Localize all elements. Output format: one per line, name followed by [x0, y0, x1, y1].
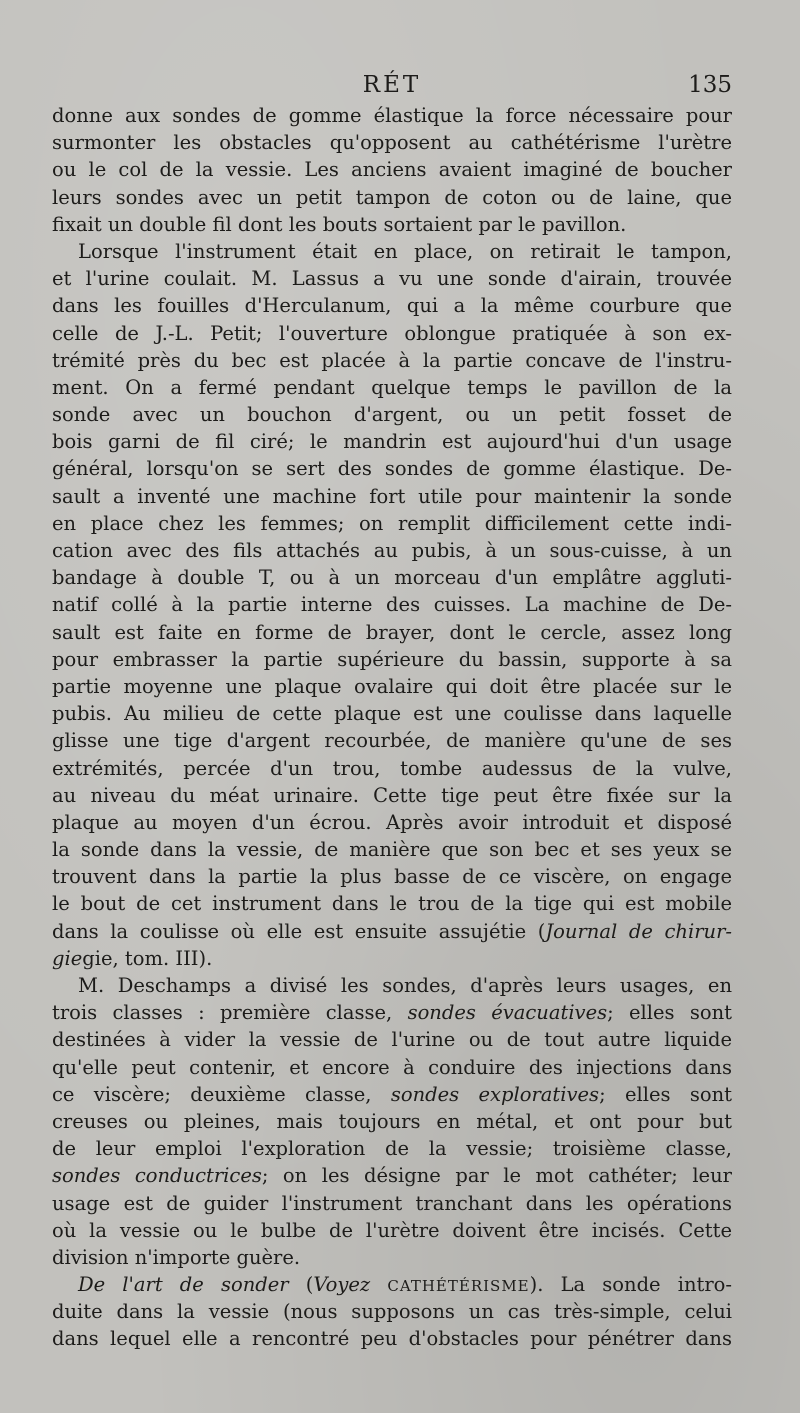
- text-line: où la vessie ou le bulbe de l'urètre doivent être incisés. Cette: [52, 1218, 732, 1242]
- text-line: qu'elle peut contenir, et encore à conduire des injections dans: [52, 1055, 732, 1079]
- text-line: [52, 1271, 732, 1298]
- text-line: usage est de guider l'instrument tranchant dans les opérations: [52, 1191, 732, 1215]
- text-line: M. Deschamps a divisé les sondes, d'après leurs usages, en: [78, 974, 732, 997]
- text-line: extrémités, percée d'un trou, tombe audessus de la vulve,: [52, 756, 732, 780]
- body-text: [52, 102, 732, 1353]
- small-caps-fragment: CATHÉTÉRISME: [387, 1277, 530, 1296]
- text-line: Lorsque l'instrument était en place, on retirait le tampon,: [78, 239, 732, 263]
- text-fragment: ). La sonde intro-: [529, 1273, 732, 1297]
- text-line: fixait un double fil dont les bouts sortaient par le pavillon.: [52, 212, 627, 236]
- text-line: [52, 945, 732, 972]
- text-fragment: ; elles sont: [599, 1082, 732, 1106]
- text-line: la sonde dans la vessie, de manière que son bec et ses yeux se: [52, 838, 732, 862]
- text-line: surmonter les obstacles qu'opposent au cathétérisme l'urètre: [52, 131, 732, 155]
- text-line: destinées à vider la vessie de l'urine ou de tout autre liquide: [52, 1028, 732, 1052]
- text-line: creuses ou pleines, mais toujours en métal, et ont pour but: [52, 1109, 732, 1133]
- text-line: division n'importe guère.: [52, 1245, 301, 1269]
- italic-fragment: gie: [52, 946, 83, 970]
- text-line: pubis. Au milieu de cette plaque est une coulisse dans laquelle: [52, 702, 732, 726]
- text-line: ment. On a fermé pendant quelque temps le pavillon de la: [52, 375, 732, 399]
- italic-fragment: Journal de chirur-: [545, 919, 732, 943]
- text-line: plaque au moyen d'un écrou. Après avoir introduit et disposé: [52, 810, 732, 834]
- text-line: [52, 918, 732, 945]
- text-line: ou le col de la vessie. Les anciens avaient imaginé de boucher: [52, 158, 732, 182]
- text-line: celle de J.-L. Petit; l'ouverture oblongue pratiquée à son ex-: [52, 321, 732, 345]
- italic-fragment: sondes conductrices: [52, 1164, 262, 1188]
- text-line: partie moyenne une plaque ovalaire qui doit être placée sur le: [52, 674, 732, 698]
- text-line: cation avec des fils attachés au pubis, à un sous-cuisse, à un: [52, 539, 732, 562]
- text-line: [52, 999, 732, 1026]
- text-line: bandage à double T, ou à un morceau d'un emplâtre aggluti-: [52, 566, 732, 590]
- text-line: et l'urine coulait. M. Lassus a vu une sonde d'airain, trouvée: [52, 267, 732, 291]
- text-line: le bout de cet instrument dans le trou de la tige qui est mobile: [52, 892, 732, 916]
- italic-fragment: Voyez: [313, 1273, 371, 1297]
- text-line: trémité près du bec est placée à la partie concave de l'instru-: [52, 348, 732, 372]
- page-number: 135: [688, 72, 732, 98]
- text-line: [52, 1081, 732, 1108]
- text-line: bois garni de fil ciré; le mandrin est aujourd'hui d'un usage: [52, 430, 732, 454]
- text-line: donne aux sondes de gomme élastique la force nécessaire pour: [52, 104, 732, 127]
- text-line: sonde avec un bouchon d'argent, ou un petit fosset de: [52, 403, 732, 427]
- running-head: [52, 68, 732, 102]
- running-title: RÉT: [362, 72, 422, 98]
- text-line: en place chez les femmes; on remplit difficilement cette indi-: [52, 511, 732, 535]
- text-line: sault a inventé une machine fort utile pour maintenir la sonde: [52, 484, 732, 508]
- text-fragment: ; on les désigne par le mot cathéter; leur: [261, 1164, 732, 1188]
- text-fragment: (: [305, 1273, 314, 1297]
- text-line: pour embrasser la partie supérieure du bassin, supporte à sa: [52, 647, 732, 671]
- text-line: trouvent dans la partie la plus basse de ce viscère, on engage: [52, 865, 732, 889]
- italic-fragment: De l'art de sonder: [78, 1273, 289, 1297]
- text-line: de leur emploi l'exploration de la vessie; troisième classe,: [52, 1137, 732, 1161]
- text-line: leurs sondes avec un petit tampon de coton ou de laine, que: [52, 185, 732, 209]
- text-line: dans les fouilles d'Herculanum, qui a la même courbure que: [52, 294, 732, 318]
- text-line: duite dans la vessie (nous supposons un cas très-simple, celui: [52, 1300, 732, 1324]
- text-line: dans lequel elle a rencontré peu d'obstacles pour pénétrer dans: [52, 1327, 732, 1351]
- text-fragment: ce viscère; deuxième classe,: [52, 1082, 391, 1106]
- text-line: glisse une tige d'argent recourbée, de manière qu'une de ses: [52, 729, 732, 753]
- italic-fragment: sondes évacuatives: [407, 1001, 608, 1025]
- text-fragment: dans la coulisse où elle est ensuite assujétie (: [52, 919, 546, 943]
- text-line: sault est faite en forme de brayer, dont le cercle, assez long: [52, 620, 732, 644]
- italic-fragment: sondes exploratives: [390, 1082, 600, 1106]
- text-line: au niveau du méat urinaire. Cette tige peut être fixée sur la: [52, 783, 732, 807]
- text-line: général, lorsqu'on se sert des sondes de gomme élastique. De-: [52, 457, 732, 481]
- text-line: natif collé à la partie interne des cuisses. La machine de De-: [52, 593, 732, 617]
- text-fragment: trois classes : première classe,: [52, 1001, 408, 1025]
- text-line: [52, 1162, 732, 1189]
- text-fragment: ; elles sont: [607, 1001, 732, 1025]
- text-fragment: gie, tom. III).: [82, 946, 213, 970]
